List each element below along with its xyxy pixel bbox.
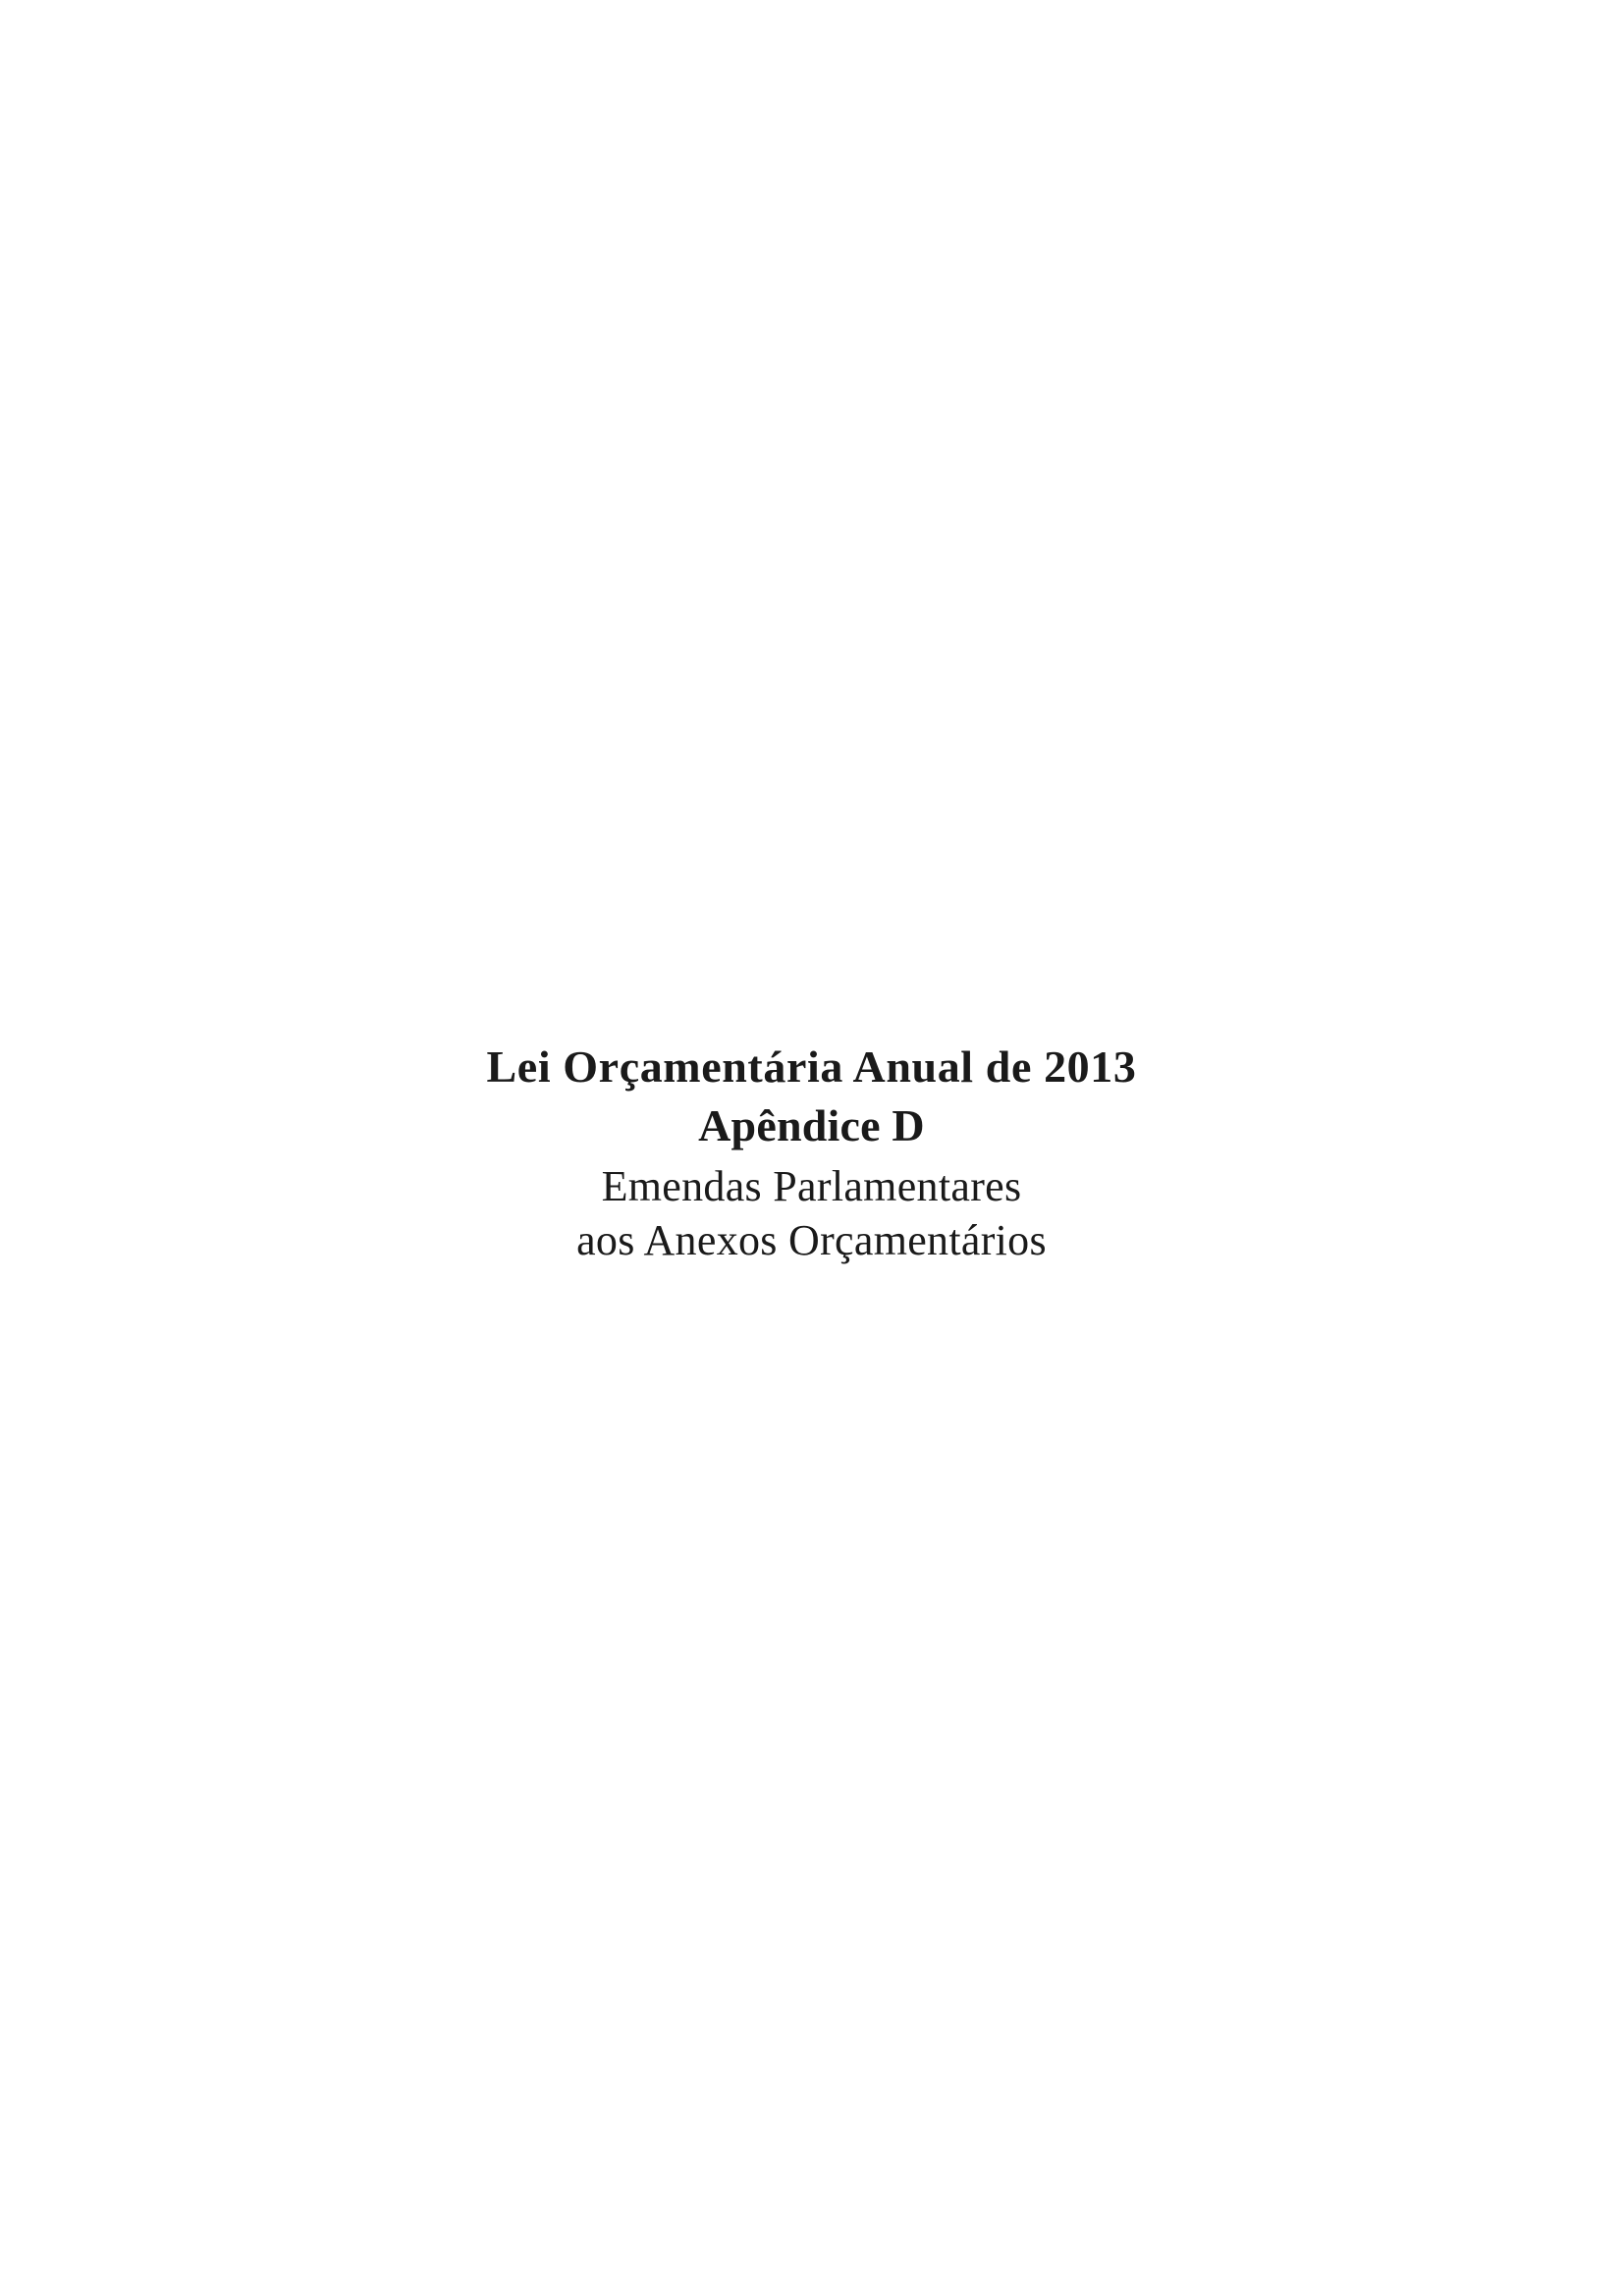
document-title-appendix: Apêndice D [698, 1100, 925, 1151]
document-subtitle-line-2: aos Anexos Orçamentários [576, 1216, 1047, 1265]
title-block [0, 1041, 1623, 1266]
document-subtitle-line-1: Emendas Parlamentares [601, 1161, 1022, 1210]
document-title-main: Lei Orçamentária Anual de 2013 [486, 1041, 1137, 1092]
